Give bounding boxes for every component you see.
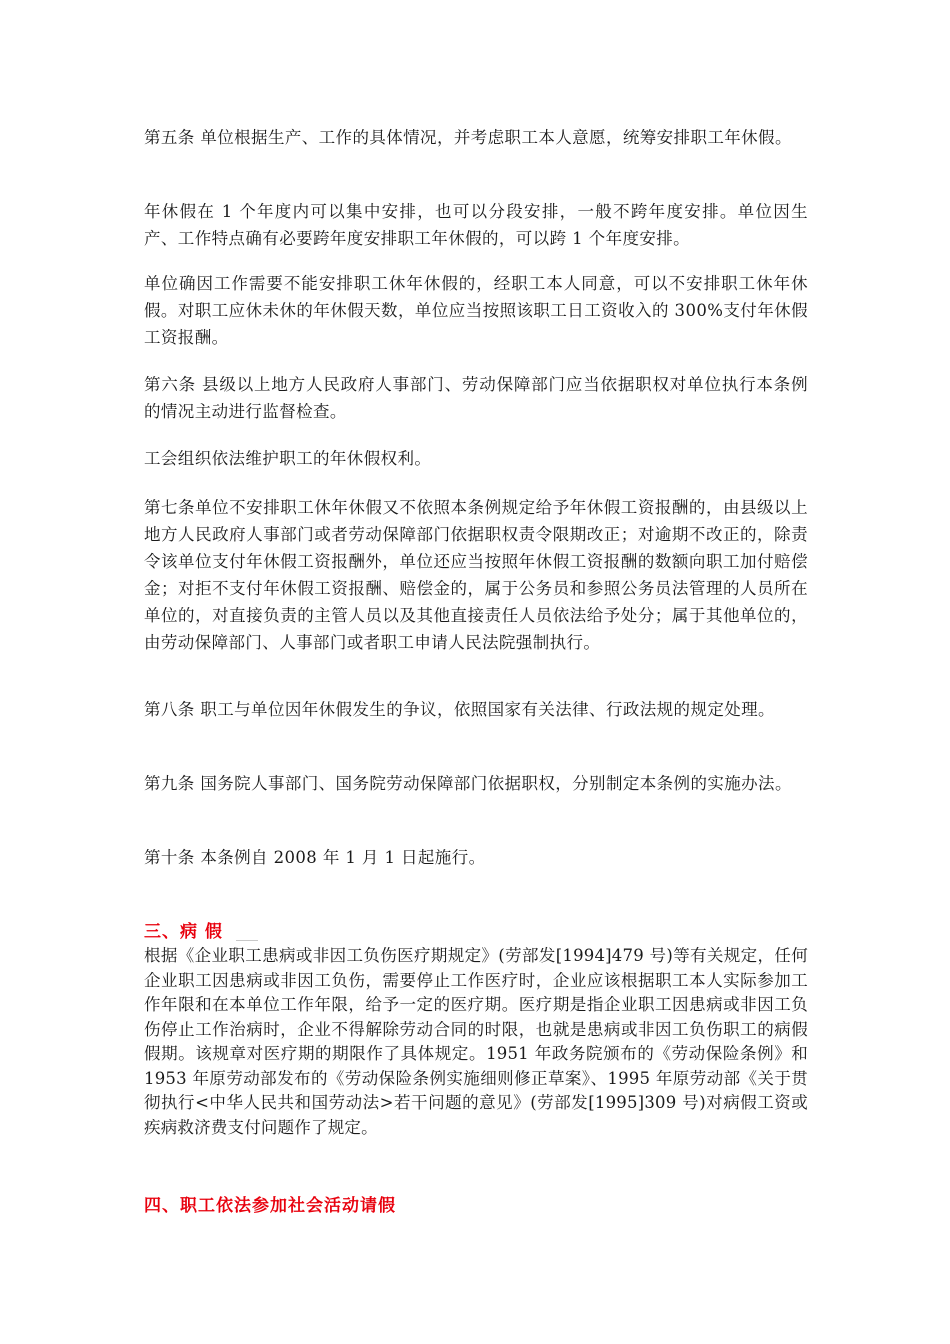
heading-underline [236, 940, 258, 941]
union-rights-paragraph: 工会组织依法维护职工的年休假权利。 [144, 449, 432, 468]
section-3-heading: 三、病 假 [144, 922, 223, 942]
section-4-heading: 四、职工依法参加社会活动请假 [144, 1196, 396, 1216]
article-8-paragraph: 第八条 职工与单位因年休假发生的争议，依照国家有关法律、行政法规的规定处理。 [144, 700, 775, 719]
article-6-paragraph: 第六条 县级以上地方人民政府人事部门、劳动保障部门应当依据职权对单位执行本条例的情况主动进行监督检查。 [144, 375, 808, 421]
unused-leave-pay-paragraph: 单位确因工作需要不能安排职工休年休假的，经职工本人同意，可以不安排职工休年休假。对职工应休未休的年休假天数，单位应当按照该职工日工资收入的 300%支付年休假工资报酬。 [144, 274, 808, 347]
annual-leave-schedule-paragraph: 年休假在 1 个年度内可以集中安排，也可以分段安排，一般不跨年度安排。单位因生产、工作特点确有必要跨年度安排职工年休假的，可以跨 1 个年度安排。 [144, 202, 808, 248]
article-9-paragraph: 第九条 国务院人事部门、国务院劳动保障部门依据职权，分别制定本条例的实施办法。 [144, 774, 792, 793]
article-7-paragraph: 第七条单位不安排职工休年休假又不依照本条例规定给予年休假工资报酬的，由县级以上地方人民政府人事部门或者劳动保障部门依据职权责令限期改正；对逾期不改正的，除责令该单位支付年休假工资报酬外，单位还应当按照年休假工资报酬的数额向职工加付赔偿金；对拒不支付年休假工资报酬、赔偿金的，属于公务员和参照公务员法管理的人员所在单位的，对直接负责的主管人员以及其他直接责任人员依法给予处分；属于其他单位的，由劳动保障部门、人事部门或者职工申请人民法院强制执行。 [144, 498, 808, 652]
article-10-paragraph: 第十条 本条例自 2008 年 1 月 1 日起施行。 [144, 848, 486, 867]
article-5-paragraph: 第五条 单位根据生产、工作的具体情况，并考虑职工本人意愿，统筹安排职工年休假。 [144, 128, 792, 147]
sick-leave-paragraph: 根据《企业职工患病或非因工负伤医疗期规定》(劳部发[1994]479 号)等有关规定，任何企业职工因患病或非因工负伤，需要停止工作医疗时，企业应该根据职工本人实际参加工作年限和在本单位工作年限，给予一定的医疗期。医疗期是指企业职工因患病或非因工负伤停止工作治病时，企业不得解除劳动合同的时限，也就是患病或非因工负伤职工的病假假期。该规章对医疗期的期限作了具体规定。1951 年政务院颁布的《劳动保险条例》和 1953 年原劳动部发布的《劳动保险条例实施细则修正草案》、1995 年原劳动部《关于贯彻执行<中华人民共和国劳动法>若干问题的意见》(劳部发[1995]309 号)对病假工资或疾病救济费支付问题作了规定。 [144, 946, 808, 1137]
